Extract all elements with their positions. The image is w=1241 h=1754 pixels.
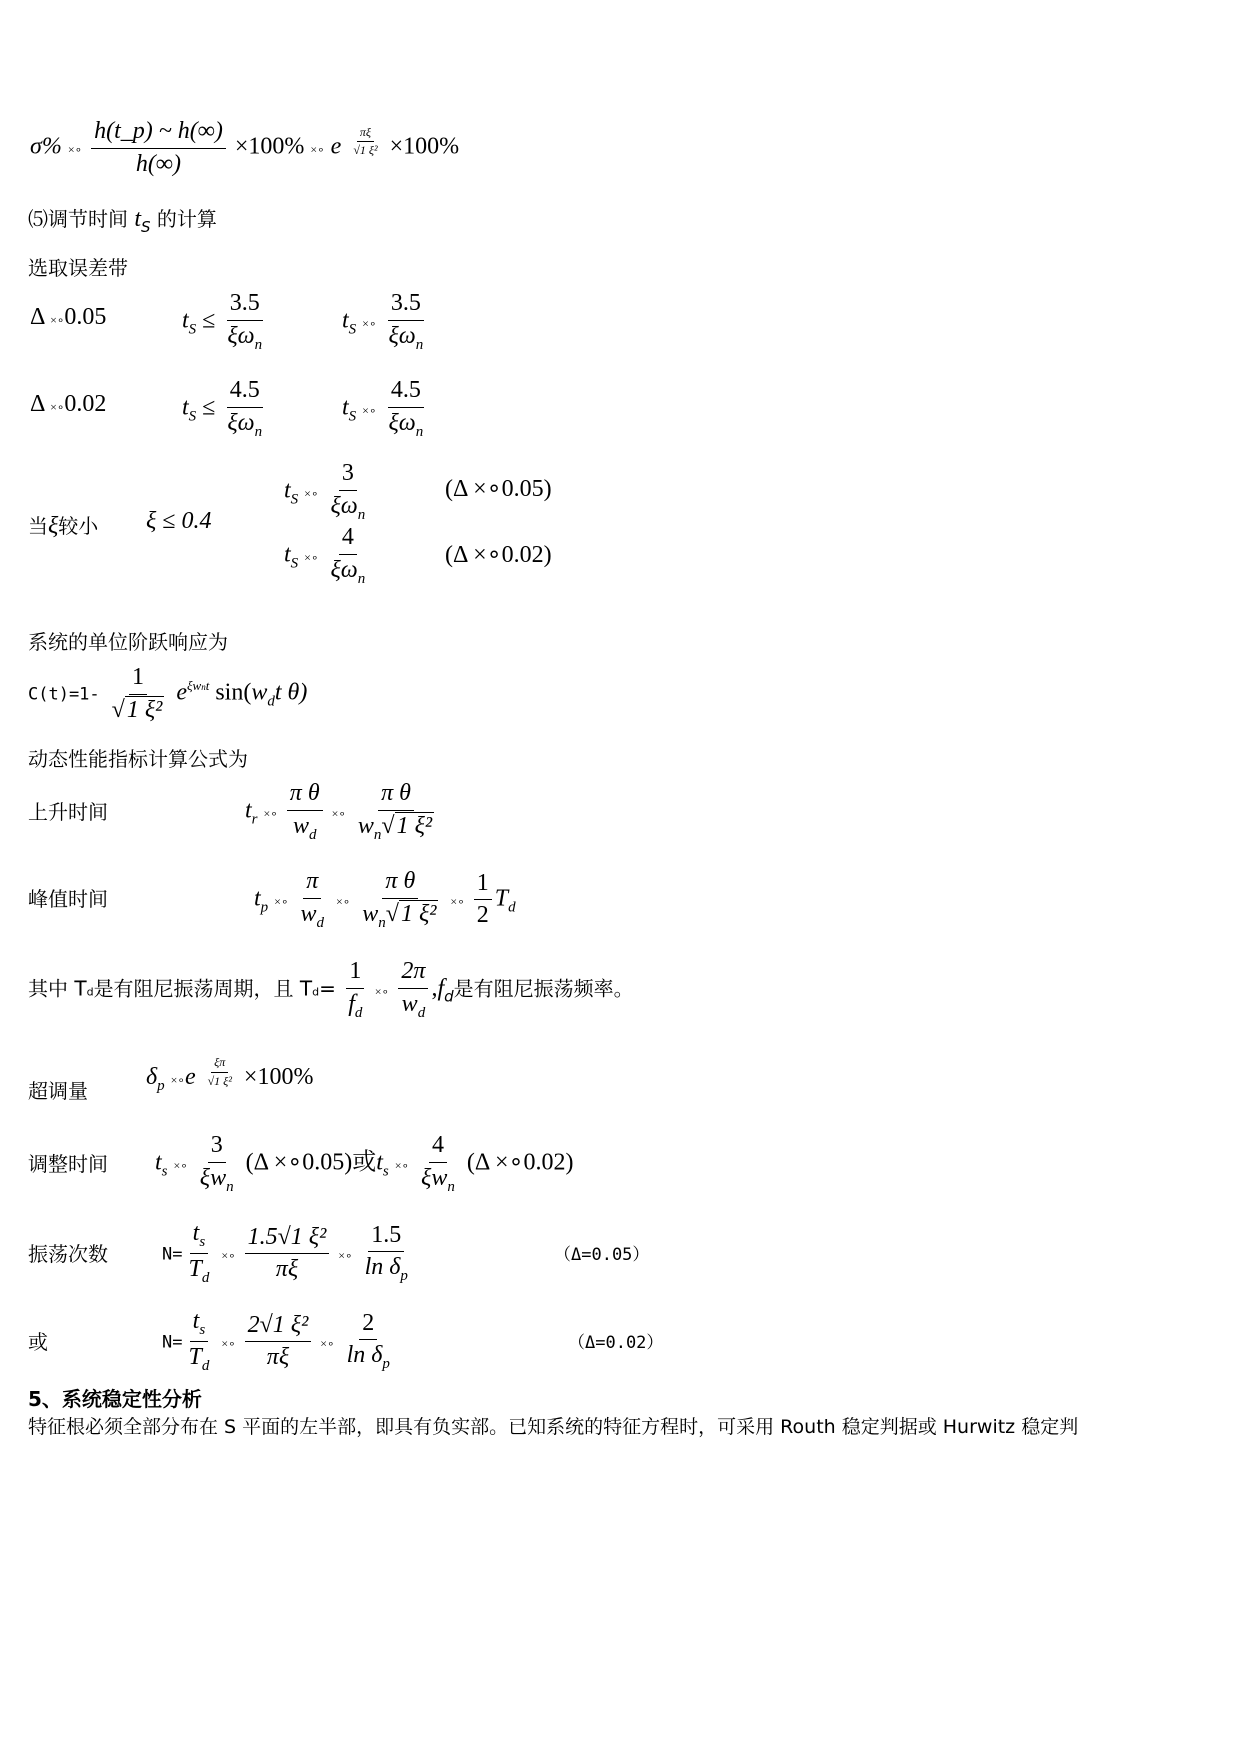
dyn-heading: 动态性能指标计算公式为 [28, 747, 248, 771]
band-row-2-approx: $t_S$ ×∘ $\frac{4.5}{\xi\omega_n}$ [342, 377, 424, 440]
or-condition: （Δ=0.02） [568, 1333, 664, 1353]
oscillation-condition: （Δ=0.05） [554, 1245, 650, 1265]
or-formula: N= $\frac{t_s}{T_d}$ ×∘ $\frac{\text{2√1 ξ²}}{\pi\xi}$ ×∘ $\frac{2}{\ln \delta_p}$ [162, 1308, 390, 1375]
oscillation-label: 振荡次数 [28, 1242, 108, 1266]
overshoot-formula: σ% ×∘ $\frac{h(t\_p) \sim h(\infty)}{h(\infty)}$ ×100% ×∘ e $\frac{\pi\xi}{\text{√1 ξ²}}$ ×100% [30, 118, 460, 177]
rise-formula: $t_r$ ×∘ $\frac{\text{π θ}}{w_d}$ ×∘ $\frac{\text{π θ}}{w_n√1 \xi^2}$ [245, 780, 433, 843]
small-xi-label: 当ξ较小 [28, 513, 99, 539]
peak-label: 峰值时间 [28, 887, 108, 911]
stability-text: 特征根必须全部分布在 S 平面的左半部，即具有负实部。已知系统的特征方程时，可采用 Routh 稳定判据或 Hurwitz 稳定判 [28, 1416, 1079, 1438]
or-label: 或 [28, 1330, 48, 1354]
overshoot-fraction: $\frac{h(t\_p) \sim h(\infty)}{h(\infty)}$ [91, 118, 226, 178]
choose-band-text: 选取误差带 [28, 256, 128, 280]
small-xi-condition: ξ ≤ 0.4 [146, 508, 212, 534]
oscillation-formula: N= $\frac{t_s}{T_d}$ ×∘ $\frac{\text{1.5√1 ξ²}}{\pi\xi}$ ×∘ $\frac{1.5}{\ln \delta_p}$ [162, 1220, 408, 1287]
adjust-formula: $t_s$ ×∘ $\frac{3}{\xi w_n}$ (Δ ×∘0.05)或$t_s$ ×∘ $\frac{4}{\xi w_n}$ (Δ ×∘0.02) [155, 1132, 574, 1195]
rise-label: 上升时间 [28, 800, 108, 824]
small-xi-cond-b: (Δ ×∘0.02) [445, 542, 552, 568]
small-xi-formula-a: $t_S$ ×∘ $\frac{3}{\xi\omega_n}$ [284, 460, 366, 523]
band-row-1-approx: $t_S$ ×∘ $\frac{3.5}{\xi\omega_n}$ [342, 290, 424, 353]
sigma-percent: σ% [30, 133, 62, 160]
adjust-label: 调整时间 [28, 1152, 108, 1176]
peak-formula: $t_p$ ×∘ $\frac{\pi}{w_d}$ ×∘ $\frac{\text{π θ}}{w_n√1 \xi^2}$ ×∘ $\frac{1}{2}$ $T_d$ [254, 868, 516, 931]
band-row-2-delta: Δ ×∘0.02 [30, 391, 107, 417]
band-row-1-delta: Δ ×∘0.05 [30, 304, 107, 330]
overshoot-label: 超调量 [28, 1079, 88, 1103]
where-text: 其中 Td是有阻尼振荡周期，且 Td= $\frac{1}{f_d}$ ×∘ $\frac{2\pi}{w_d}$ $,f_d$是有阻尼振荡频率。 [28, 958, 634, 1021]
step-heading: 系统的单位阶跃响应为 [28, 630, 228, 654]
step-formula: C(t)=1- $\frac{1}{\text{√1 ξ²}}$ $e^{\xi wnt}$ $\sin(w_dt$ θ) [28, 664, 308, 723]
small-xi-cond-a: (Δ ×∘0.05) [445, 476, 552, 502]
band-row-1-ineq: $t_S$ ≤ $\frac{3.5}{\xi\omega_n}$ [182, 290, 263, 353]
settling-heading: ⑸调节时间 $t_S$ 的计算 [28, 206, 217, 236]
small-xi-formula-b: $t_S$ ×∘ $\frac{4}{\xi\omega_n}$ [284, 524, 366, 587]
stability-heading: 5、系统稳定性分析 [28, 1387, 202, 1411]
band-row-2-ineq: $t_S$ ≤ $\frac{4.5}{\xi\omega_n}$ [182, 377, 263, 440]
overshoot-exponent: $\frac{\pi\xi}{\text{√1 ξ²}}$ [353, 124, 378, 158]
overshoot-delta-formula: $\delta_p$ ×∘e $\frac{\xi\pi}{\text{√1 ξ²}}$ ×100% [146, 1055, 314, 1094]
